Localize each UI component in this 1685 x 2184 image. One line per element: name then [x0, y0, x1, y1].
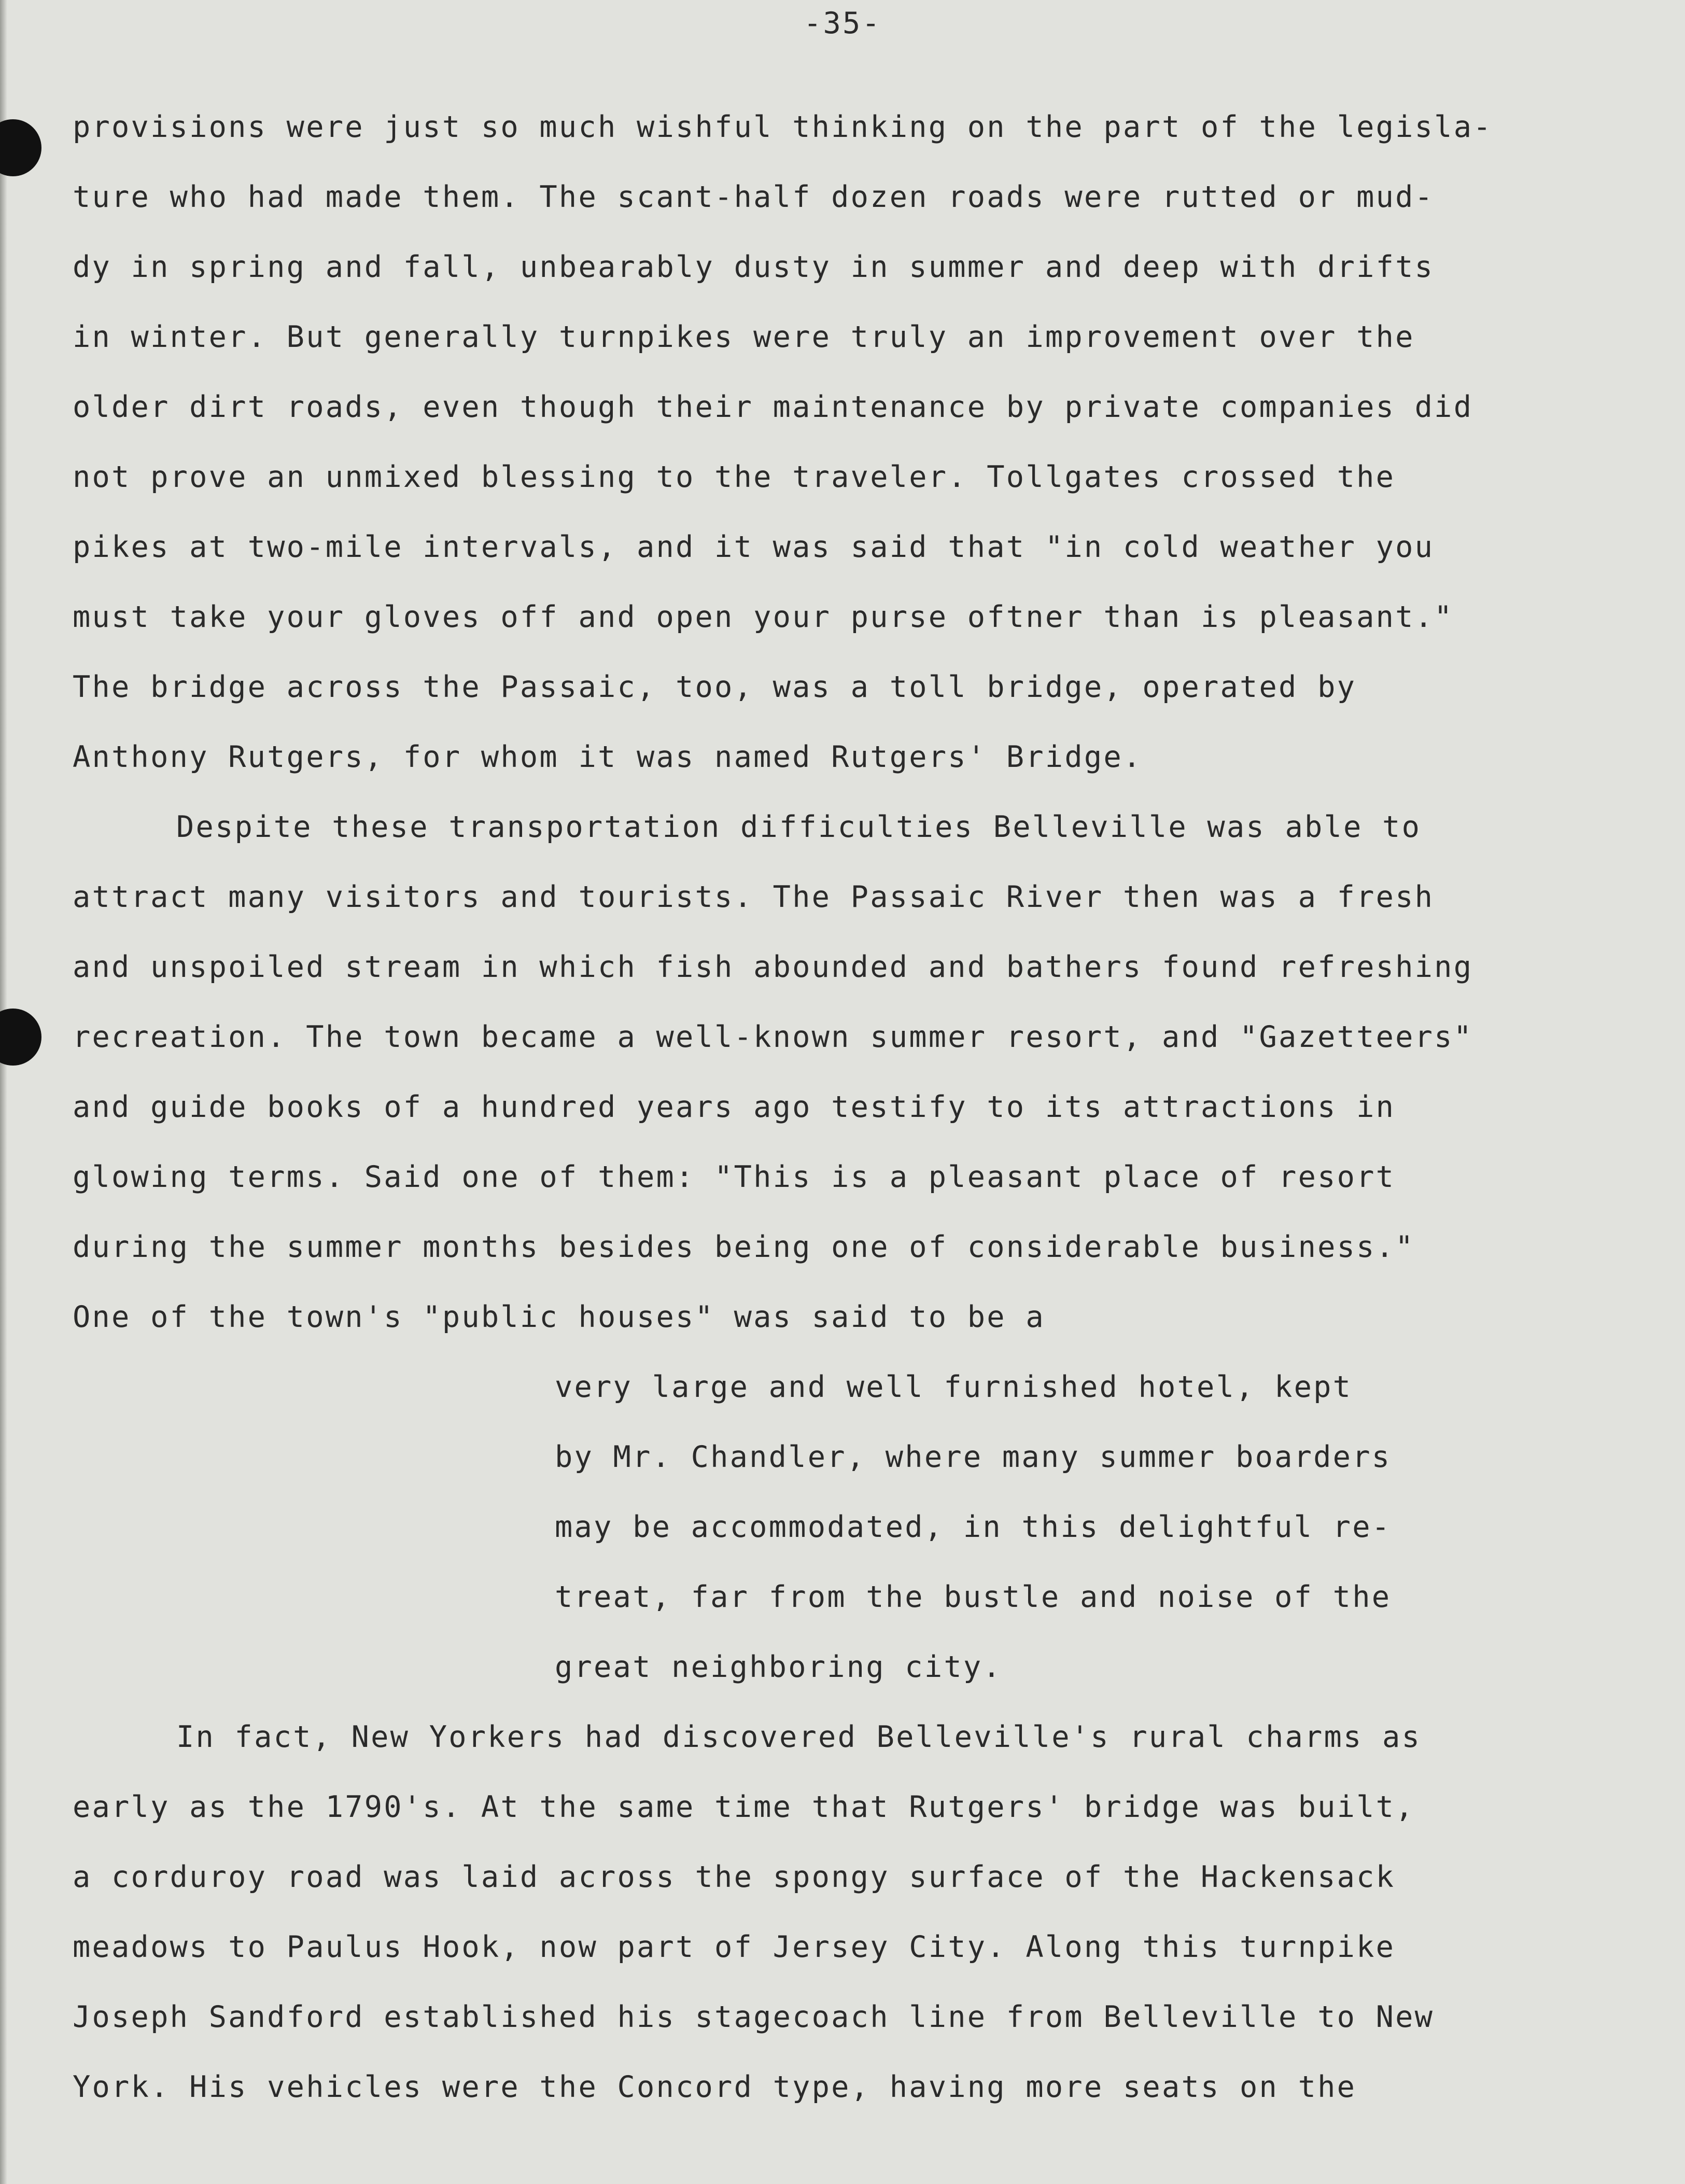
text-line: older dirt roads, even though their maintenance by private companies did — [73, 390, 1473, 424]
binder-hole-middle — [0, 1009, 41, 1066]
text-line: early as the 1790's. At the same time that Rutgers' bridge was built, — [73, 1790, 1415, 1824]
text-line: meadows to Paulus Hook, now part of Jersey City. Along this turnpike — [73, 1930, 1396, 1964]
text-line: in winter. But generally turnpikes were truly an improvement over the — [73, 320, 1415, 354]
block-quote-line: may be accommodated, in this delightful re- — [555, 1510, 1392, 1544]
text-line: attract many visitors and tourists. The Passaic River then was a fresh — [73, 880, 1435, 914]
text-line: York. His vehicles were the Concord type, having more seats on the — [73, 2070, 1357, 2104]
text-line: glowing terms. Said one of them: "This is a pleasant place of resort — [73, 1160, 1396, 1194]
text-line: during the summer months besides being one of considerable business." — [73, 1230, 1415, 1264]
text-line: and guide books of a hundred years ago testify to its attractions in — [73, 1090, 1396, 1124]
text-line: In fact, New Yorkers had discovered Belleville's rural charms as — [176, 1720, 1422, 1754]
text-line: must take your gloves off and open your purse oftner than is pleasant." — [73, 600, 1454, 634]
text-line: dy in spring and fall, unbearably dusty in summer and deep with drifts — [73, 250, 1435, 284]
text-line: provisions were just so much wishful thinking on the part of the legisla- — [73, 110, 1493, 144]
text-line: and unspoiled stream in which fish abounded and bathers found refreshing — [73, 950, 1473, 984]
text-line: Joseph Sandford established his stagecoach line from Belleville to New — [73, 2000, 1435, 2034]
text-line: The bridge across the Passaic, too, was a toll bridge, operated by — [73, 670, 1357, 704]
binder-hole-top — [0, 119, 41, 176]
text-line: ture who had made them. The scant-half dozen roads were rutted or mud- — [73, 180, 1435, 214]
text-line: not prove an unmixed blessing to the traveler. Tollgates crossed the — [73, 460, 1396, 494]
page-number: -35- — [803, 6, 882, 40]
block-quote-line: very large and well furnished hotel, kept — [555, 1370, 1353, 1404]
text-line: Despite these transportation difficulties Belleville was able to — [176, 810, 1422, 844]
block-quote-line: great neighboring city. — [555, 1650, 1002, 1684]
text-line: One of the town's "public houses" was said to be a — [73, 1300, 1045, 1334]
text-line: pikes at two-mile intervals, and it was said that "in cold weather you — [73, 530, 1435, 564]
text-line: a corduroy road was laid across the spongy surface of the Hackensack — [73, 1860, 1396, 1894]
block-quote-line: treat, far from the bustle and noise of the — [555, 1580, 1392, 1614]
text-line: Anthony Rutgers, for whom it was named Rutgers' Bridge. — [73, 740, 1143, 774]
block-quote-line: by Mr. Chandler, where many summer boarders — [555, 1440, 1392, 1474]
page-edge-shadow — [0, 0, 7, 2184]
text-line: recreation. The town became a well-known summer resort, and "Gazetteers" — [73, 1020, 1473, 1054]
